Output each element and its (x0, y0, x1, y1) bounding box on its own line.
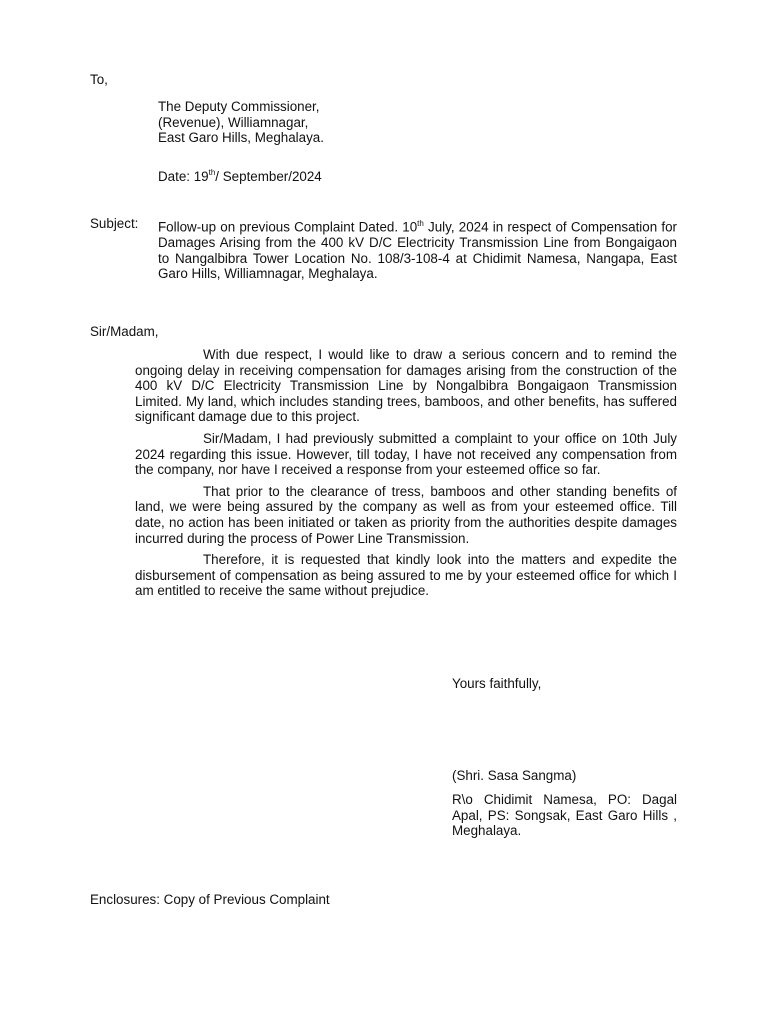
date-ordinal: th (208, 168, 216, 177)
subject-text-b: July, 2024 in respect of Compensation for Damages Arising from the 400 kV D/C Electricity Transmission Line from Bongaigaon to Nangalbibra Tower Location No. 108/3-108-4 at Chidimit Namesa, Nangapa, East Garo Hills, Williamnagar, Meghalaya. (158, 219, 677, 282)
letter-body (135, 347, 677, 605)
salutation: Sir/Madam, (90, 324, 159, 339)
to-label: To, (90, 72, 108, 87)
letter-date (158, 169, 322, 185)
subject-text (158, 216, 677, 282)
signer-address: R\o Chidimit Namesa, PO: Dagal Apal, PS: Songsak, East Garo Hills , Meghalaya. (452, 792, 677, 839)
recipient-line-1: The Deputy Commissioner, (158, 99, 320, 114)
body-paragraph-1: With due respect, I would like to draw a serious concern and to remind the ongoing delay in receiving compensation for damages arising from the construction of the 400 kV D/C Electricity Transmission Line by Nongalbibra Bongaigaon Transmission Limited. My land, which includes standing trees, bamboos, and other benefits, has suffered significant damage due to this project. (135, 347, 677, 425)
signer-name: (Shri. Sasa Sangma) (452, 768, 577, 783)
date-prefix: Date: 19 (158, 169, 209, 184)
recipient-block (158, 99, 418, 146)
date-rest: / September/2024 (215, 169, 322, 184)
subject-label: Subject: (90, 216, 139, 231)
body-paragraph-2: Sir/Madam, I had previously submitted a complaint to your office on 10th July 2024 regarding this issue. However, till today, I have not received any compensation from the company, nor have I received a response from your esteemed office so far. (135, 430, 677, 478)
enclosures: Enclosures: Copy of Previous Complaint (90, 892, 330, 907)
recipient-line-3: East Garo Hills, Meghalaya. (158, 130, 324, 146)
subject-text-a: Follow-up on previous Complaint Dated. 10 (158, 219, 418, 235)
body-paragraph-4: Therefore, it is requested that kindly look into the matters and expedite the disbursement of compensation as being assured to me by your esteemed office for which I am entitled to receive the same without prejudice. (135, 552, 677, 599)
recipient-line-2: (Revenue), Williamnagar, (158, 114, 309, 130)
subject-ordinal: th (417, 219, 424, 228)
closing: Yours faithfully, (452, 676, 542, 691)
body-paragraph-3: That prior to the clearance of tress, bamboos and other standing benefits of land, we were being assured by the company as well as from your esteemed office. Till date, no action has been initiated or taken as priority from the authorities despite damages incurred during the process of Power Line Transmission. (135, 483, 677, 546)
